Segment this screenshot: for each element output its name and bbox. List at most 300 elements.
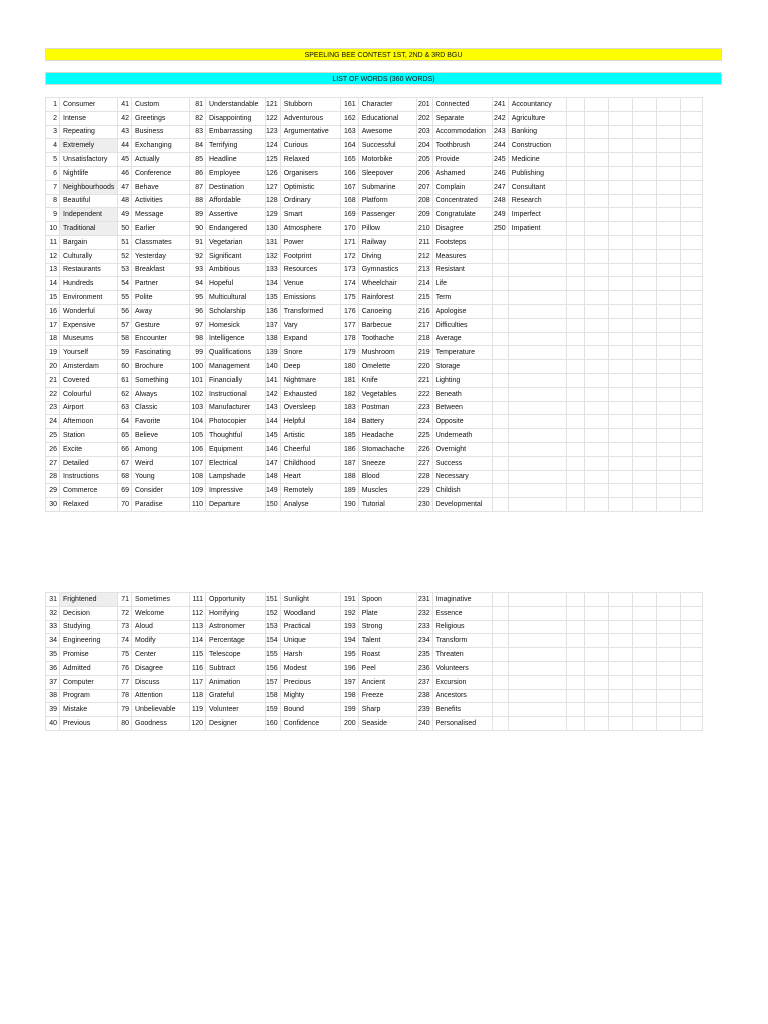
word-cell[interactable]: Success bbox=[432, 456, 492, 470]
word-cell[interactable]: Canoeing bbox=[358, 304, 416, 318]
word-cell[interactable]: Separate bbox=[432, 111, 492, 125]
word-number-cell[interactable]: 22 bbox=[46, 387, 60, 401]
word-number-cell[interactable]: 226 bbox=[416, 442, 432, 456]
empty-cell[interactable] bbox=[656, 401, 680, 415]
word-cell[interactable]: Stomachache bbox=[358, 442, 416, 456]
empty-cell[interactable] bbox=[566, 675, 584, 689]
empty-cell[interactable] bbox=[584, 166, 608, 180]
empty-cell[interactable] bbox=[656, 593, 680, 607]
empty-cell[interactable] bbox=[584, 360, 608, 374]
empty-cell[interactable] bbox=[632, 222, 656, 236]
empty-cell[interactable] bbox=[680, 166, 702, 180]
empty-cell[interactable] bbox=[680, 277, 702, 291]
empty-cell[interactable] bbox=[680, 620, 702, 634]
word-number-cell[interactable]: 4 bbox=[46, 139, 60, 153]
empty-cell[interactable] bbox=[566, 194, 584, 208]
word-number-cell[interactable] bbox=[492, 689, 508, 703]
empty-cell[interactable] bbox=[632, 346, 656, 360]
word-number-cell[interactable]: 145 bbox=[266, 429, 281, 443]
word-number-cell[interactable]: 92 bbox=[190, 249, 206, 263]
word-cell[interactable]: Disappointing bbox=[206, 111, 266, 125]
word-cell[interactable]: Agriculture bbox=[508, 111, 566, 125]
word-cell[interactable]: Hopeful bbox=[206, 277, 266, 291]
word-number-cell[interactable]: 230 bbox=[416, 498, 432, 512]
empty-cell[interactable] bbox=[632, 332, 656, 346]
empty-cell[interactable] bbox=[680, 606, 702, 620]
word-number-cell[interactable]: 119 bbox=[190, 703, 206, 717]
word-number-cell[interactable]: 214 bbox=[416, 277, 432, 291]
word-number-cell[interactable]: 202 bbox=[416, 111, 432, 125]
empty-cell[interactable] bbox=[584, 111, 608, 125]
empty-cell[interactable] bbox=[632, 470, 656, 484]
word-cell[interactable]: Young bbox=[132, 470, 190, 484]
word-cell[interactable]: Endangered bbox=[206, 222, 266, 236]
word-number-cell[interactable] bbox=[492, 703, 508, 717]
word-number-cell[interactable]: 21 bbox=[46, 373, 60, 387]
word-cell[interactable]: Significant bbox=[206, 249, 266, 263]
word-cell[interactable]: Nightmare bbox=[280, 373, 340, 387]
word-cell[interactable] bbox=[508, 373, 566, 387]
word-cell[interactable]: Business bbox=[132, 125, 190, 139]
empty-cell[interactable] bbox=[632, 661, 656, 675]
word-cell[interactable]: Battery bbox=[358, 415, 416, 429]
word-cell[interactable] bbox=[508, 442, 566, 456]
empty-cell[interactable] bbox=[584, 634, 608, 648]
word-number-cell[interactable]: 205 bbox=[416, 153, 432, 167]
word-number-cell[interactable]: 29 bbox=[46, 484, 60, 498]
empty-cell[interactable] bbox=[656, 429, 680, 443]
word-cell[interactable]: Complain bbox=[432, 180, 492, 194]
word-number-cell[interactable]: 208 bbox=[416, 194, 432, 208]
word-cell[interactable]: Homesick bbox=[206, 318, 266, 332]
word-cell[interactable]: Instructional bbox=[206, 387, 266, 401]
word-number-cell[interactable] bbox=[492, 456, 508, 470]
empty-cell[interactable] bbox=[680, 208, 702, 222]
empty-cell[interactable] bbox=[680, 153, 702, 167]
empty-cell[interactable] bbox=[584, 703, 608, 717]
word-cell[interactable]: Expand bbox=[280, 332, 340, 346]
word-number-cell[interactable]: 99 bbox=[190, 346, 206, 360]
word-cell[interactable]: Independent bbox=[60, 208, 118, 222]
empty-cell[interactable] bbox=[632, 648, 656, 662]
word-cell[interactable]: Motorbike bbox=[358, 153, 416, 167]
empty-cell[interactable] bbox=[632, 456, 656, 470]
empty-cell[interactable] bbox=[608, 415, 632, 429]
word-number-cell[interactable]: 135 bbox=[266, 291, 281, 305]
word-number-cell[interactable]: 125 bbox=[266, 153, 281, 167]
word-cell[interactable]: Talent bbox=[358, 634, 416, 648]
word-cell[interactable]: Breakfast bbox=[132, 263, 190, 277]
word-cell[interactable]: Qualifications bbox=[206, 346, 266, 360]
word-number-cell[interactable]: 247 bbox=[492, 180, 508, 194]
empty-cell[interactable] bbox=[566, 661, 584, 675]
word-number-cell[interactable] bbox=[492, 249, 508, 263]
word-cell[interactable]: Animation bbox=[206, 675, 266, 689]
empty-cell[interactable] bbox=[608, 318, 632, 332]
word-number-cell[interactable]: 101 bbox=[190, 373, 206, 387]
word-number-cell[interactable]: 91 bbox=[190, 235, 206, 249]
word-cell[interactable]: Power bbox=[280, 235, 340, 249]
word-number-cell[interactable]: 216 bbox=[416, 304, 432, 318]
word-number-cell[interactable]: 139 bbox=[266, 346, 281, 360]
empty-cell[interactable] bbox=[584, 194, 608, 208]
word-number-cell[interactable]: 106 bbox=[190, 442, 206, 456]
empty-cell[interactable] bbox=[566, 360, 584, 374]
word-cell[interactable]: Vegetables bbox=[358, 387, 416, 401]
empty-cell[interactable] bbox=[566, 304, 584, 318]
word-number-cell[interactable]: 76 bbox=[118, 661, 132, 675]
word-number-cell[interactable] bbox=[492, 484, 508, 498]
word-number-cell[interactable]: 44 bbox=[118, 139, 132, 153]
word-cell[interactable] bbox=[508, 675, 566, 689]
word-cell[interactable]: Resistant bbox=[432, 263, 492, 277]
word-number-cell[interactable] bbox=[492, 277, 508, 291]
empty-cell[interactable] bbox=[584, 346, 608, 360]
empty-cell[interactable] bbox=[584, 620, 608, 634]
empty-cell[interactable] bbox=[608, 153, 632, 167]
word-number-cell[interactable]: 187 bbox=[340, 456, 358, 470]
word-number-cell[interactable]: 150 bbox=[266, 498, 281, 512]
word-number-cell[interactable]: 61 bbox=[118, 373, 132, 387]
word-number-cell[interactable]: 129 bbox=[266, 208, 281, 222]
word-number-cell[interactable]: 153 bbox=[266, 620, 281, 634]
empty-cell[interactable] bbox=[584, 208, 608, 222]
empty-cell[interactable] bbox=[608, 277, 632, 291]
word-cell[interactable]: Mistake bbox=[60, 703, 118, 717]
empty-cell[interactable] bbox=[656, 648, 680, 662]
word-number-cell[interactable]: 174 bbox=[340, 277, 358, 291]
word-number-cell[interactable]: 87 bbox=[190, 180, 206, 194]
empty-cell[interactable] bbox=[632, 304, 656, 318]
empty-cell[interactable] bbox=[656, 125, 680, 139]
empty-cell[interactable] bbox=[608, 291, 632, 305]
word-cell[interactable]: Fascinating bbox=[132, 346, 190, 360]
word-number-cell[interactable]: 6 bbox=[46, 166, 60, 180]
empty-cell[interactable] bbox=[680, 456, 702, 470]
empty-cell[interactable] bbox=[608, 332, 632, 346]
word-number-cell[interactable]: 16 bbox=[46, 304, 60, 318]
word-cell[interactable]: Believe bbox=[132, 429, 190, 443]
word-number-cell[interactable]: 104 bbox=[190, 415, 206, 429]
word-cell[interactable] bbox=[508, 360, 566, 374]
word-number-cell[interactable]: 155 bbox=[266, 648, 281, 662]
word-number-cell[interactable]: 151 bbox=[266, 593, 281, 607]
word-cell[interactable] bbox=[508, 332, 566, 346]
word-number-cell[interactable]: 171 bbox=[340, 235, 358, 249]
empty-cell[interactable] bbox=[680, 703, 702, 717]
word-cell[interactable]: Excursion bbox=[432, 675, 492, 689]
word-cell[interactable]: Relaxed bbox=[60, 498, 118, 512]
empty-cell[interactable] bbox=[632, 484, 656, 498]
empty-cell[interactable] bbox=[608, 593, 632, 607]
empty-cell[interactable] bbox=[584, 373, 608, 387]
word-number-cell[interactable]: 96 bbox=[190, 304, 206, 318]
word-number-cell[interactable]: 105 bbox=[190, 429, 206, 443]
word-number-cell[interactable]: 103 bbox=[190, 401, 206, 415]
word-number-cell[interactable]: 215 bbox=[416, 291, 432, 305]
word-cell[interactable]: Activities bbox=[132, 194, 190, 208]
word-number-cell[interactable]: 93 bbox=[190, 263, 206, 277]
word-cell[interactable]: Sunlight bbox=[280, 593, 340, 607]
word-cell[interactable]: Wonderful bbox=[60, 304, 118, 318]
empty-cell[interactable] bbox=[608, 429, 632, 443]
word-number-cell[interactable]: 82 bbox=[190, 111, 206, 125]
word-number-cell[interactable]: 102 bbox=[190, 387, 206, 401]
empty-cell[interactable] bbox=[656, 484, 680, 498]
word-cell[interactable]: Submarine bbox=[358, 180, 416, 194]
word-number-cell[interactable]: 52 bbox=[118, 249, 132, 263]
word-number-cell[interactable]: 79 bbox=[118, 703, 132, 717]
empty-cell[interactable] bbox=[566, 153, 584, 167]
word-number-cell[interactable]: 113 bbox=[190, 620, 206, 634]
word-cell[interactable]: Accommodation bbox=[432, 125, 492, 139]
word-cell[interactable]: Pillow bbox=[358, 222, 416, 236]
word-number-cell[interactable]: 224 bbox=[416, 415, 432, 429]
word-cell[interactable]: Argumentative bbox=[280, 125, 340, 139]
empty-cell[interactable] bbox=[566, 208, 584, 222]
empty-cell[interactable] bbox=[584, 387, 608, 401]
word-cell[interactable]: Spoon bbox=[358, 593, 416, 607]
empty-cell[interactable] bbox=[584, 470, 608, 484]
word-number-cell[interactable]: 69 bbox=[118, 484, 132, 498]
word-number-cell[interactable]: 71 bbox=[118, 593, 132, 607]
word-cell[interactable]: Passenger bbox=[358, 208, 416, 222]
empty-cell[interactable] bbox=[584, 277, 608, 291]
empty-cell[interactable] bbox=[656, 153, 680, 167]
empty-cell[interactable] bbox=[584, 125, 608, 139]
word-number-cell[interactable]: 46 bbox=[118, 166, 132, 180]
empty-cell[interactable] bbox=[566, 387, 584, 401]
word-number-cell[interactable]: 245 bbox=[492, 153, 508, 167]
word-number-cell[interactable]: 38 bbox=[46, 689, 60, 703]
word-number-cell[interactable]: 19 bbox=[46, 346, 60, 360]
word-cell[interactable]: Sharp bbox=[358, 703, 416, 717]
word-number-cell[interactable]: 122 bbox=[266, 111, 281, 125]
empty-cell[interactable] bbox=[608, 235, 632, 249]
word-number-cell[interactable]: 27 bbox=[46, 456, 60, 470]
word-number-cell[interactable]: 53 bbox=[118, 263, 132, 277]
empty-cell[interactable] bbox=[608, 194, 632, 208]
word-cell[interactable]: Ordinary bbox=[280, 194, 340, 208]
empty-cell[interactable] bbox=[584, 593, 608, 607]
word-cell[interactable]: Opposite bbox=[432, 415, 492, 429]
word-cell[interactable]: Exchanging bbox=[132, 139, 190, 153]
word-number-cell[interactable]: 173 bbox=[340, 263, 358, 277]
word-number-cell[interactable]: 74 bbox=[118, 634, 132, 648]
empty-cell[interactable] bbox=[632, 387, 656, 401]
word-cell[interactable]: Remotely bbox=[280, 484, 340, 498]
word-number-cell[interactable]: 159 bbox=[266, 703, 281, 717]
word-cell[interactable]: Studying bbox=[60, 620, 118, 634]
word-cell[interactable]: Adventurous bbox=[280, 111, 340, 125]
word-cell[interactable]: Headline bbox=[206, 153, 266, 167]
word-number-cell[interactable]: 164 bbox=[340, 139, 358, 153]
word-number-cell[interactable]: 123 bbox=[266, 125, 281, 139]
word-cell[interactable]: Traditional bbox=[60, 222, 118, 236]
empty-cell[interactable] bbox=[566, 291, 584, 305]
empty-cell[interactable] bbox=[656, 111, 680, 125]
word-number-cell[interactable]: 124 bbox=[266, 139, 281, 153]
word-cell[interactable]: Horrifying bbox=[206, 606, 266, 620]
word-number-cell[interactable]: 10 bbox=[46, 222, 60, 236]
word-cell[interactable]: Publishing bbox=[508, 166, 566, 180]
word-number-cell[interactable]: 190 bbox=[340, 498, 358, 512]
word-number-cell[interactable]: 161 bbox=[340, 98, 358, 112]
word-cell[interactable]: Seaside bbox=[358, 717, 416, 731]
word-cell[interactable]: Between bbox=[432, 401, 492, 415]
word-number-cell[interactable] bbox=[492, 304, 508, 318]
empty-cell[interactable] bbox=[566, 346, 584, 360]
empty-cell[interactable] bbox=[656, 387, 680, 401]
empty-cell[interactable] bbox=[608, 373, 632, 387]
word-number-cell[interactable]: 17 bbox=[46, 318, 60, 332]
word-number-cell[interactable]: 242 bbox=[492, 111, 508, 125]
empty-cell[interactable] bbox=[632, 498, 656, 512]
word-number-cell[interactable]: 67 bbox=[118, 456, 132, 470]
empty-cell[interactable] bbox=[656, 291, 680, 305]
word-number-cell[interactable] bbox=[492, 387, 508, 401]
word-number-cell[interactable]: 146 bbox=[266, 442, 281, 456]
empty-cell[interactable] bbox=[608, 470, 632, 484]
empty-cell[interactable] bbox=[608, 484, 632, 498]
empty-cell[interactable] bbox=[584, 180, 608, 194]
empty-cell[interactable] bbox=[656, 689, 680, 703]
empty-cell[interactable] bbox=[566, 634, 584, 648]
word-number-cell[interactable]: 55 bbox=[118, 291, 132, 305]
empty-cell[interactable] bbox=[656, 634, 680, 648]
empty-cell[interactable] bbox=[632, 401, 656, 415]
empty-cell[interactable] bbox=[632, 98, 656, 112]
empty-cell[interactable] bbox=[608, 717, 632, 731]
word-cell[interactable]: Culturally bbox=[60, 249, 118, 263]
word-number-cell[interactable]: 194 bbox=[340, 634, 358, 648]
word-number-cell[interactable]: 133 bbox=[266, 263, 281, 277]
word-cell[interactable] bbox=[508, 429, 566, 443]
empty-cell[interactable] bbox=[566, 648, 584, 662]
word-number-cell[interactable]: 5 bbox=[46, 153, 60, 167]
word-number-cell[interactable]: 227 bbox=[416, 456, 432, 470]
word-cell[interactable]: Resources bbox=[280, 263, 340, 277]
word-cell[interactable]: Construction bbox=[508, 139, 566, 153]
word-cell[interactable]: Always bbox=[132, 387, 190, 401]
empty-cell[interactable] bbox=[632, 606, 656, 620]
word-number-cell[interactable]: 229 bbox=[416, 484, 432, 498]
word-cell[interactable]: Attention bbox=[132, 689, 190, 703]
word-cell[interactable]: Previous bbox=[60, 717, 118, 731]
empty-cell[interactable] bbox=[680, 304, 702, 318]
empty-cell[interactable] bbox=[656, 235, 680, 249]
word-cell[interactable]: Peel bbox=[358, 661, 416, 675]
empty-cell[interactable] bbox=[680, 498, 702, 512]
empty-cell[interactable] bbox=[656, 249, 680, 263]
word-cell[interactable]: Barbecue bbox=[358, 318, 416, 332]
word-number-cell[interactable]: 157 bbox=[266, 675, 281, 689]
word-cell[interactable]: Excite bbox=[60, 442, 118, 456]
empty-cell[interactable] bbox=[608, 125, 632, 139]
empty-cell[interactable] bbox=[632, 620, 656, 634]
empty-cell[interactable] bbox=[584, 456, 608, 470]
word-cell[interactable]: Restaurants bbox=[60, 263, 118, 277]
word-cell[interactable]: Practical bbox=[280, 620, 340, 634]
empty-cell[interactable] bbox=[656, 606, 680, 620]
word-number-cell[interactable]: 169 bbox=[340, 208, 358, 222]
word-cell[interactable] bbox=[508, 456, 566, 470]
empty-cell[interactable] bbox=[680, 98, 702, 112]
word-number-cell[interactable]: 237 bbox=[416, 675, 432, 689]
word-cell[interactable]: Ambitious bbox=[206, 263, 266, 277]
empty-cell[interactable] bbox=[584, 648, 608, 662]
word-number-cell[interactable]: 95 bbox=[190, 291, 206, 305]
word-number-cell[interactable]: 225 bbox=[416, 429, 432, 443]
word-number-cell[interactable]: 59 bbox=[118, 346, 132, 360]
word-cell[interactable]: Lampshade bbox=[206, 470, 266, 484]
word-cell[interactable] bbox=[508, 304, 566, 318]
word-number-cell[interactable]: 246 bbox=[492, 166, 508, 180]
word-number-cell[interactable]: 37 bbox=[46, 675, 60, 689]
word-cell[interactable]: Amsterdam bbox=[60, 360, 118, 374]
word-cell[interactable]: Modify bbox=[132, 634, 190, 648]
word-number-cell[interactable]: 211 bbox=[416, 235, 432, 249]
empty-cell[interactable] bbox=[566, 429, 584, 443]
word-cell[interactable]: Yesterday bbox=[132, 249, 190, 263]
empty-cell[interactable] bbox=[680, 263, 702, 277]
word-cell[interactable]: Childhood bbox=[280, 456, 340, 470]
empty-cell[interactable] bbox=[566, 249, 584, 263]
word-number-cell[interactable]: 33 bbox=[46, 620, 60, 634]
word-cell[interactable]: Diving bbox=[358, 249, 416, 263]
word-cell[interactable]: Neighbourhoods bbox=[60, 180, 118, 194]
word-cell[interactable] bbox=[508, 277, 566, 291]
word-cell[interactable]: Consultant bbox=[508, 180, 566, 194]
word-cell[interactable]: Beautiful bbox=[60, 194, 118, 208]
empty-cell[interactable] bbox=[566, 373, 584, 387]
empty-cell[interactable] bbox=[656, 346, 680, 360]
word-number-cell[interactable]: 13 bbox=[46, 263, 60, 277]
word-number-cell[interactable]: 15 bbox=[46, 291, 60, 305]
word-cell[interactable]: Curious bbox=[280, 139, 340, 153]
word-number-cell[interactable]: 60 bbox=[118, 360, 132, 374]
word-cell[interactable]: Knife bbox=[358, 373, 416, 387]
word-cell[interactable]: Footprint bbox=[280, 249, 340, 263]
word-number-cell[interactable]: 134 bbox=[266, 277, 281, 291]
word-cell[interactable] bbox=[508, 620, 566, 634]
empty-cell[interactable] bbox=[632, 689, 656, 703]
word-number-cell[interactable] bbox=[492, 648, 508, 662]
word-cell[interactable]: Essence bbox=[432, 606, 492, 620]
word-cell[interactable]: Departure bbox=[206, 498, 266, 512]
word-cell[interactable]: Toothache bbox=[358, 332, 416, 346]
word-cell[interactable]: Childish bbox=[432, 484, 492, 498]
word-number-cell[interactable]: 213 bbox=[416, 263, 432, 277]
word-number-cell[interactable]: 80 bbox=[118, 717, 132, 731]
empty-cell[interactable] bbox=[608, 180, 632, 194]
word-cell[interactable]: Equipment bbox=[206, 442, 266, 456]
word-cell[interactable]: Thoughtful bbox=[206, 429, 266, 443]
word-number-cell[interactable]: 1 bbox=[46, 98, 60, 112]
word-cell[interactable] bbox=[508, 470, 566, 484]
word-number-cell[interactable]: 97 bbox=[190, 318, 206, 332]
empty-cell[interactable] bbox=[566, 593, 584, 607]
word-number-cell[interactable]: 54 bbox=[118, 277, 132, 291]
word-number-cell[interactable] bbox=[492, 606, 508, 620]
empty-cell[interactable] bbox=[632, 675, 656, 689]
word-cell[interactable]: Exhausted bbox=[280, 387, 340, 401]
empty-cell[interactable] bbox=[584, 415, 608, 429]
empty-cell[interactable] bbox=[680, 180, 702, 194]
word-number-cell[interactable]: 43 bbox=[118, 125, 132, 139]
empty-cell[interactable] bbox=[632, 208, 656, 222]
word-cell[interactable]: Blood bbox=[358, 470, 416, 484]
